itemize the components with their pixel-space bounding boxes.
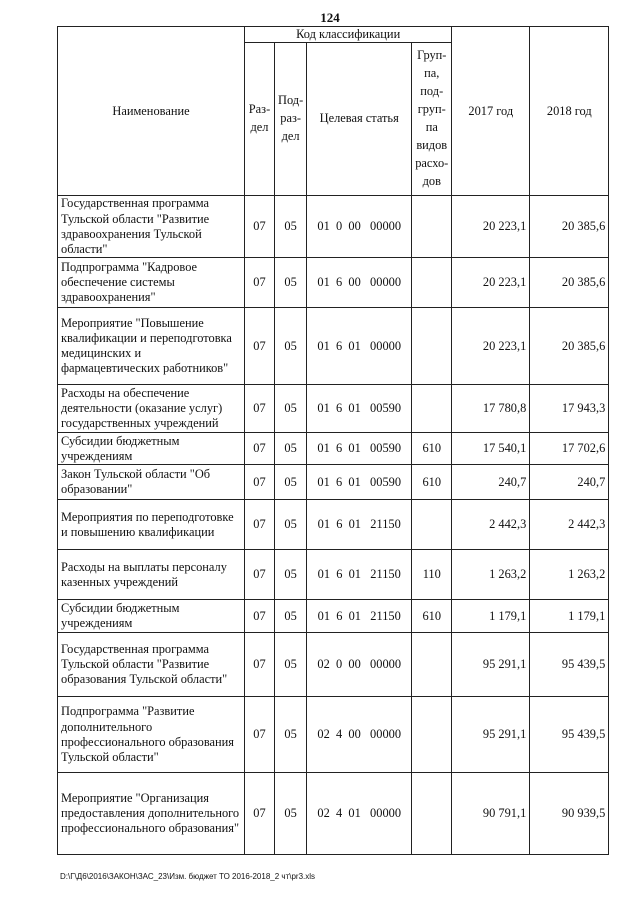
- row-name: Подпрограмма "Кадровое обеспечение системы здравоохранения": [58, 258, 245, 308]
- row-target-article: 01 6 01 21150: [307, 600, 412, 633]
- row-2017: 17 540,1: [452, 433, 530, 465]
- row-target-article: 01 6 01 21150: [307, 500, 412, 550]
- row-target-article: 01 6 01 21150: [307, 550, 412, 600]
- row-2017: 1 179,1: [452, 600, 530, 633]
- row-2018: 2 442,3: [530, 500, 609, 550]
- row-subsection: 05: [275, 308, 307, 385]
- row-2017: 95 291,1: [452, 697, 530, 773]
- row-2018: 17 943,3: [530, 385, 609, 433]
- row-section: 07: [245, 773, 275, 855]
- row-section: 07: [245, 465, 275, 500]
- row-expense-group: [412, 773, 452, 855]
- row-name: Субсидии бюджетным учреждениям: [58, 600, 245, 633]
- row-2018: 240,7: [530, 465, 609, 500]
- row-section: 07: [245, 697, 275, 773]
- row-2018: 20 385,6: [530, 258, 609, 308]
- row-target-article: 01 6 00 00000: [307, 258, 412, 308]
- row-2017: 20 223,1: [452, 258, 530, 308]
- row-name: Мероприятия по переподготовке и повышению квалификации: [58, 500, 245, 550]
- header-2017: 2017 год: [452, 27, 530, 196]
- budget-table: [57, 26, 609, 855]
- row-subsection: 05: [275, 433, 307, 465]
- table-row: [58, 600, 609, 633]
- row-section: 07: [245, 600, 275, 633]
- row-section: 07: [245, 433, 275, 465]
- row-target-article: 01 6 01 00000: [307, 308, 412, 385]
- table-row: [58, 773, 609, 855]
- row-name: Государственная программа Тульской области "Развитие образования Тульской области": [58, 633, 245, 697]
- row-expense-group: 610: [412, 433, 452, 465]
- row-expense-group: 610: [412, 600, 452, 633]
- table-row: [58, 500, 609, 550]
- row-target-article: 02 4 01 00000: [307, 773, 412, 855]
- row-target-article: 02 4 00 00000: [307, 697, 412, 773]
- row-section: 07: [245, 500, 275, 550]
- row-subsection: 05: [275, 550, 307, 600]
- table-row: [58, 633, 609, 697]
- table-row: [58, 697, 609, 773]
- row-section: 07: [245, 550, 275, 600]
- row-2017: 20 223,1: [452, 196, 530, 258]
- row-2018: 20 385,6: [530, 196, 609, 258]
- row-target-article: 01 0 00 00000: [307, 196, 412, 258]
- row-2017: 20 223,1: [452, 308, 530, 385]
- row-name: Расходы на выплаты персоналу казенных учреждений: [58, 550, 245, 600]
- row-expense-group: 610: [412, 465, 452, 500]
- footer-file-path: D:\Г\Д6\2016\ЗАКОН\ЗАС_23\Изм. бюджет ТО 2016-2018_2 чт\pr3.xls: [60, 872, 316, 881]
- row-2017: 17 780,8: [452, 385, 530, 433]
- row-target-article: 02 0 00 00000: [307, 633, 412, 697]
- row-name: Закон Тульской области "Об образовании": [58, 465, 245, 500]
- row-2018: 95 439,5: [530, 633, 609, 697]
- row-2018: 1 179,1: [530, 600, 609, 633]
- row-name: Подпрограмма "Развитие дополнительного профессионального образования Тульской области": [58, 697, 245, 773]
- row-2017: 2 442,3: [452, 500, 530, 550]
- row-section: 07: [245, 258, 275, 308]
- row-target-article: 01 6 01 00590: [307, 385, 412, 433]
- row-target-article: 01 6 01 00590: [307, 465, 412, 500]
- row-2018: 1 263,2: [530, 550, 609, 600]
- row-subsection: 05: [275, 633, 307, 697]
- row-name: Мероприятие "Организация предоставления дополнительного профессионального образования": [58, 773, 245, 855]
- row-target-article: 01 6 01 00590: [307, 433, 412, 465]
- header-section: Раз- дел: [245, 43, 275, 196]
- table-row: [58, 385, 609, 433]
- row-expense-group: [412, 633, 452, 697]
- row-name: Государственная программа Тульской области "Развитие здравоохранения Тульской области": [58, 196, 245, 258]
- row-expense-group: [412, 500, 452, 550]
- row-expense-group: [412, 196, 452, 258]
- table-row: [58, 433, 609, 465]
- table-row: [58, 308, 609, 385]
- row-2018: 17 702,6: [530, 433, 609, 465]
- header-class-code: Код классификации: [245, 27, 452, 43]
- table-row: [58, 258, 609, 308]
- row-subsection: 05: [275, 600, 307, 633]
- row-name: Мероприятие "Повышение квалификации и переподготовка медицинских и фармацевтических работников": [58, 308, 245, 385]
- row-2017: 95 291,1: [452, 633, 530, 697]
- row-subsection: 05: [275, 697, 307, 773]
- row-name: Субсидии бюджетным учреждениям: [58, 433, 245, 465]
- row-2018: 95 439,5: [530, 697, 609, 773]
- row-subsection: 05: [275, 465, 307, 500]
- row-section: 07: [245, 308, 275, 385]
- row-section: 07: [245, 196, 275, 258]
- table-row: [58, 196, 609, 258]
- row-section: 07: [245, 633, 275, 697]
- row-2017: 1 263,2: [452, 550, 530, 600]
- row-expense-group: 110: [412, 550, 452, 600]
- header-expense-group: Груп- па, под- груп- па видов расхо- дов: [412, 43, 452, 196]
- row-subsection: 05: [275, 385, 307, 433]
- table-row: [58, 465, 609, 500]
- row-expense-group: [412, 258, 452, 308]
- row-expense-group: [412, 308, 452, 385]
- row-2017: 90 791,1: [452, 773, 530, 855]
- row-expense-group: [412, 697, 452, 773]
- header-subsection: Под- раз- дел: [275, 43, 307, 196]
- row-subsection: 05: [275, 500, 307, 550]
- row-2018: 90 939,5: [530, 773, 609, 855]
- table-row: [58, 550, 609, 600]
- row-subsection: 05: [275, 258, 307, 308]
- header-2018: 2018 год: [530, 27, 609, 196]
- header-name: Наименование: [58, 27, 245, 196]
- row-subsection: 05: [275, 196, 307, 258]
- row-expense-group: [412, 385, 452, 433]
- row-2017: 240,7: [452, 465, 530, 500]
- page-number: 124: [320, 10, 340, 25]
- row-2018: 20 385,6: [530, 308, 609, 385]
- row-subsection: 05: [275, 773, 307, 855]
- row-section: 07: [245, 385, 275, 433]
- row-name: Расходы на обеспечение деятельности (оказание услуг) государственных учреждений: [58, 385, 245, 433]
- header-target-article: Целевая статья: [307, 43, 412, 196]
